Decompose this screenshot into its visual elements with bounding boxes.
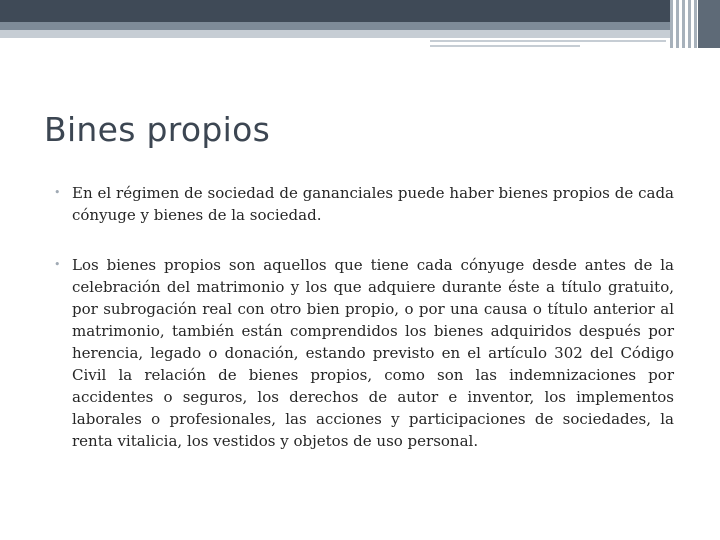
bullet-text: En el régimen de sociedad de gananciales puede haber bienes propios de cada cónyuge y bienes de la sociedad. (72, 184, 674, 224)
header-corner-stripes (670, 0, 698, 48)
header-corner-block (698, 0, 720, 48)
header-band-dark (0, 0, 720, 22)
bullet-list (52, 182, 674, 480)
bullet-item (52, 182, 674, 226)
header-accent-line (430, 40, 666, 42)
bullet-item (52, 254, 674, 452)
slide-title: Bines propios (44, 110, 271, 149)
bullet-text: Los bienes propios son aquellos que tiene cada cónyuge desde antes de la celebración del matrimonio y los que adquiere durante éste a título gratuito, por subrogación real con otro bien propio, o por una causa o título anterior al matrimonio, también están comprendidos los bienes adquiridos después por herencia, legado o donación, estando previsto en el artículo 302 del Código Civil la relación de bienes propios, como son las indemnizaciones por accidentes o seguros, los derechos de autor e inventor, los implementos laborales o profesionales, las acciones y participaciones de sociedades, la renta vitalicia, los vestidos y objetos de uso personal. (72, 256, 674, 450)
header-band-mid (0, 22, 720, 30)
header-band-light (0, 30, 720, 38)
bullet-icon: • (54, 258, 61, 271)
bullet-icon: • (54, 186, 61, 199)
header-accent-line-short (430, 45, 580, 47)
